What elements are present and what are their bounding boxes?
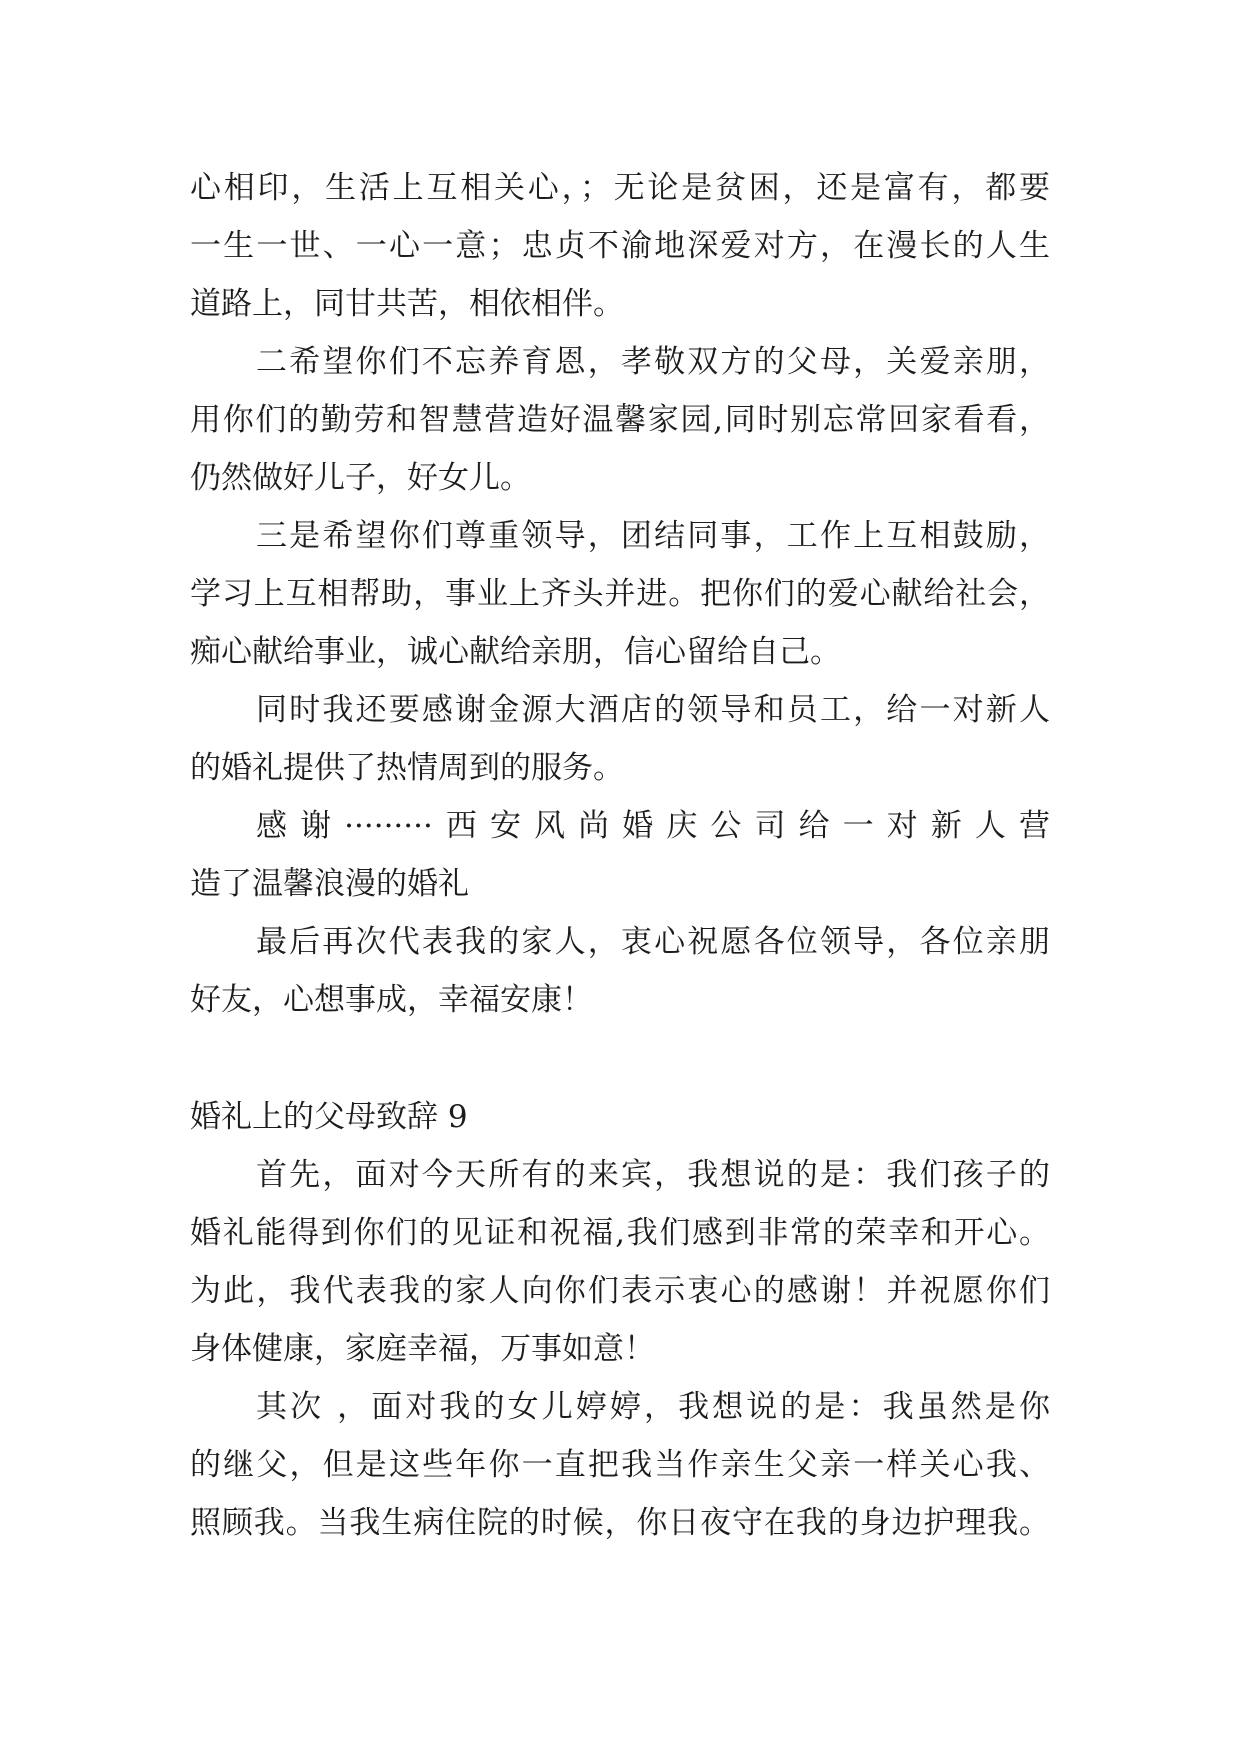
- paragraph-line: 好友，心想事成，幸福安康！: [190, 982, 593, 1018]
- paragraph-line: 造了温馨浪漫的婚礼: [190, 866, 469, 902]
- paragraph-line: 的继父，但是这些年你一直把我当作亲生父亲一样关心我、: [190, 1447, 1050, 1483]
- paragraph-line: 痴心献给事业，诚心献给亲朋，信心留给自己。: [190, 634, 841, 670]
- paragraph-line: 婚礼能得到你们的见证和祝福,我们感到非常的荣幸和开心。: [190, 1215, 1050, 1251]
- paragraph-line: 学习上互相帮助，事业上齐头并进。把你们的爱心献给社会，: [190, 576, 1050, 612]
- paragraph-line: 的婚礼提供了热情周到的服务。: [190, 750, 624, 786]
- section-heading: 婚礼上的父母致辞 9: [190, 1099, 468, 1135]
- paragraph-first-line: 其次 ，面对我的女儿婷婷，我想说的是：我虽然是你: [256, 1389, 1050, 1425]
- paragraph-first-line: 同时我还要感谢金源大酒店的领导和员工，给一对新人: [256, 692, 1050, 728]
- paragraph-line: 身体健康，家庭幸福，万事如意！: [190, 1331, 655, 1367]
- paragraph-line: 用你们的勤劳和智慧营造好温馨家园,同时别忘常回家看看，: [190, 402, 1050, 438]
- paragraph-line: 照顾我。当我生病住院的时候，你日夜守在我的身边护理我。: [190, 1505, 1050, 1541]
- paragraph-first-line: 三是希望你们尊重领导，团结同事，工作上互相鼓励，: [256, 518, 1050, 554]
- paragraph-line: 仍然做好儿子，好女儿。: [190, 460, 531, 496]
- paragraph-first-line: 二希望你们不忘养育恩，孝敬双方的父母，关爱亲朋，: [256, 344, 1050, 380]
- paragraph-line: 心相印，生活上互相关心，；无论是贫困，还是富有，都要: [190, 170, 1050, 206]
- paragraph-line: 一生一世、一心一意；忠贞不渝地深爱对方，在漫长的人生: [190, 228, 1050, 264]
- paragraph-line: 为此，我代表我的家人向你们表示衷心的感谢！并祝愿你们: [190, 1273, 1050, 1309]
- paragraph-first-line: 首先，面对今天所有的来宾，我想说的是：我们孩子的: [256, 1157, 1050, 1193]
- paragraph-first-line: 最后再次代表我的家人，衷心祝愿各位领导，各位亲朋: [256, 924, 1050, 960]
- paragraph-first-line: 感谢·········西安风尚婚庆公司给一对新人营: [256, 808, 1050, 844]
- paragraph-line: 道路上，同甘共苦，相依相伴。: [190, 286, 624, 322]
